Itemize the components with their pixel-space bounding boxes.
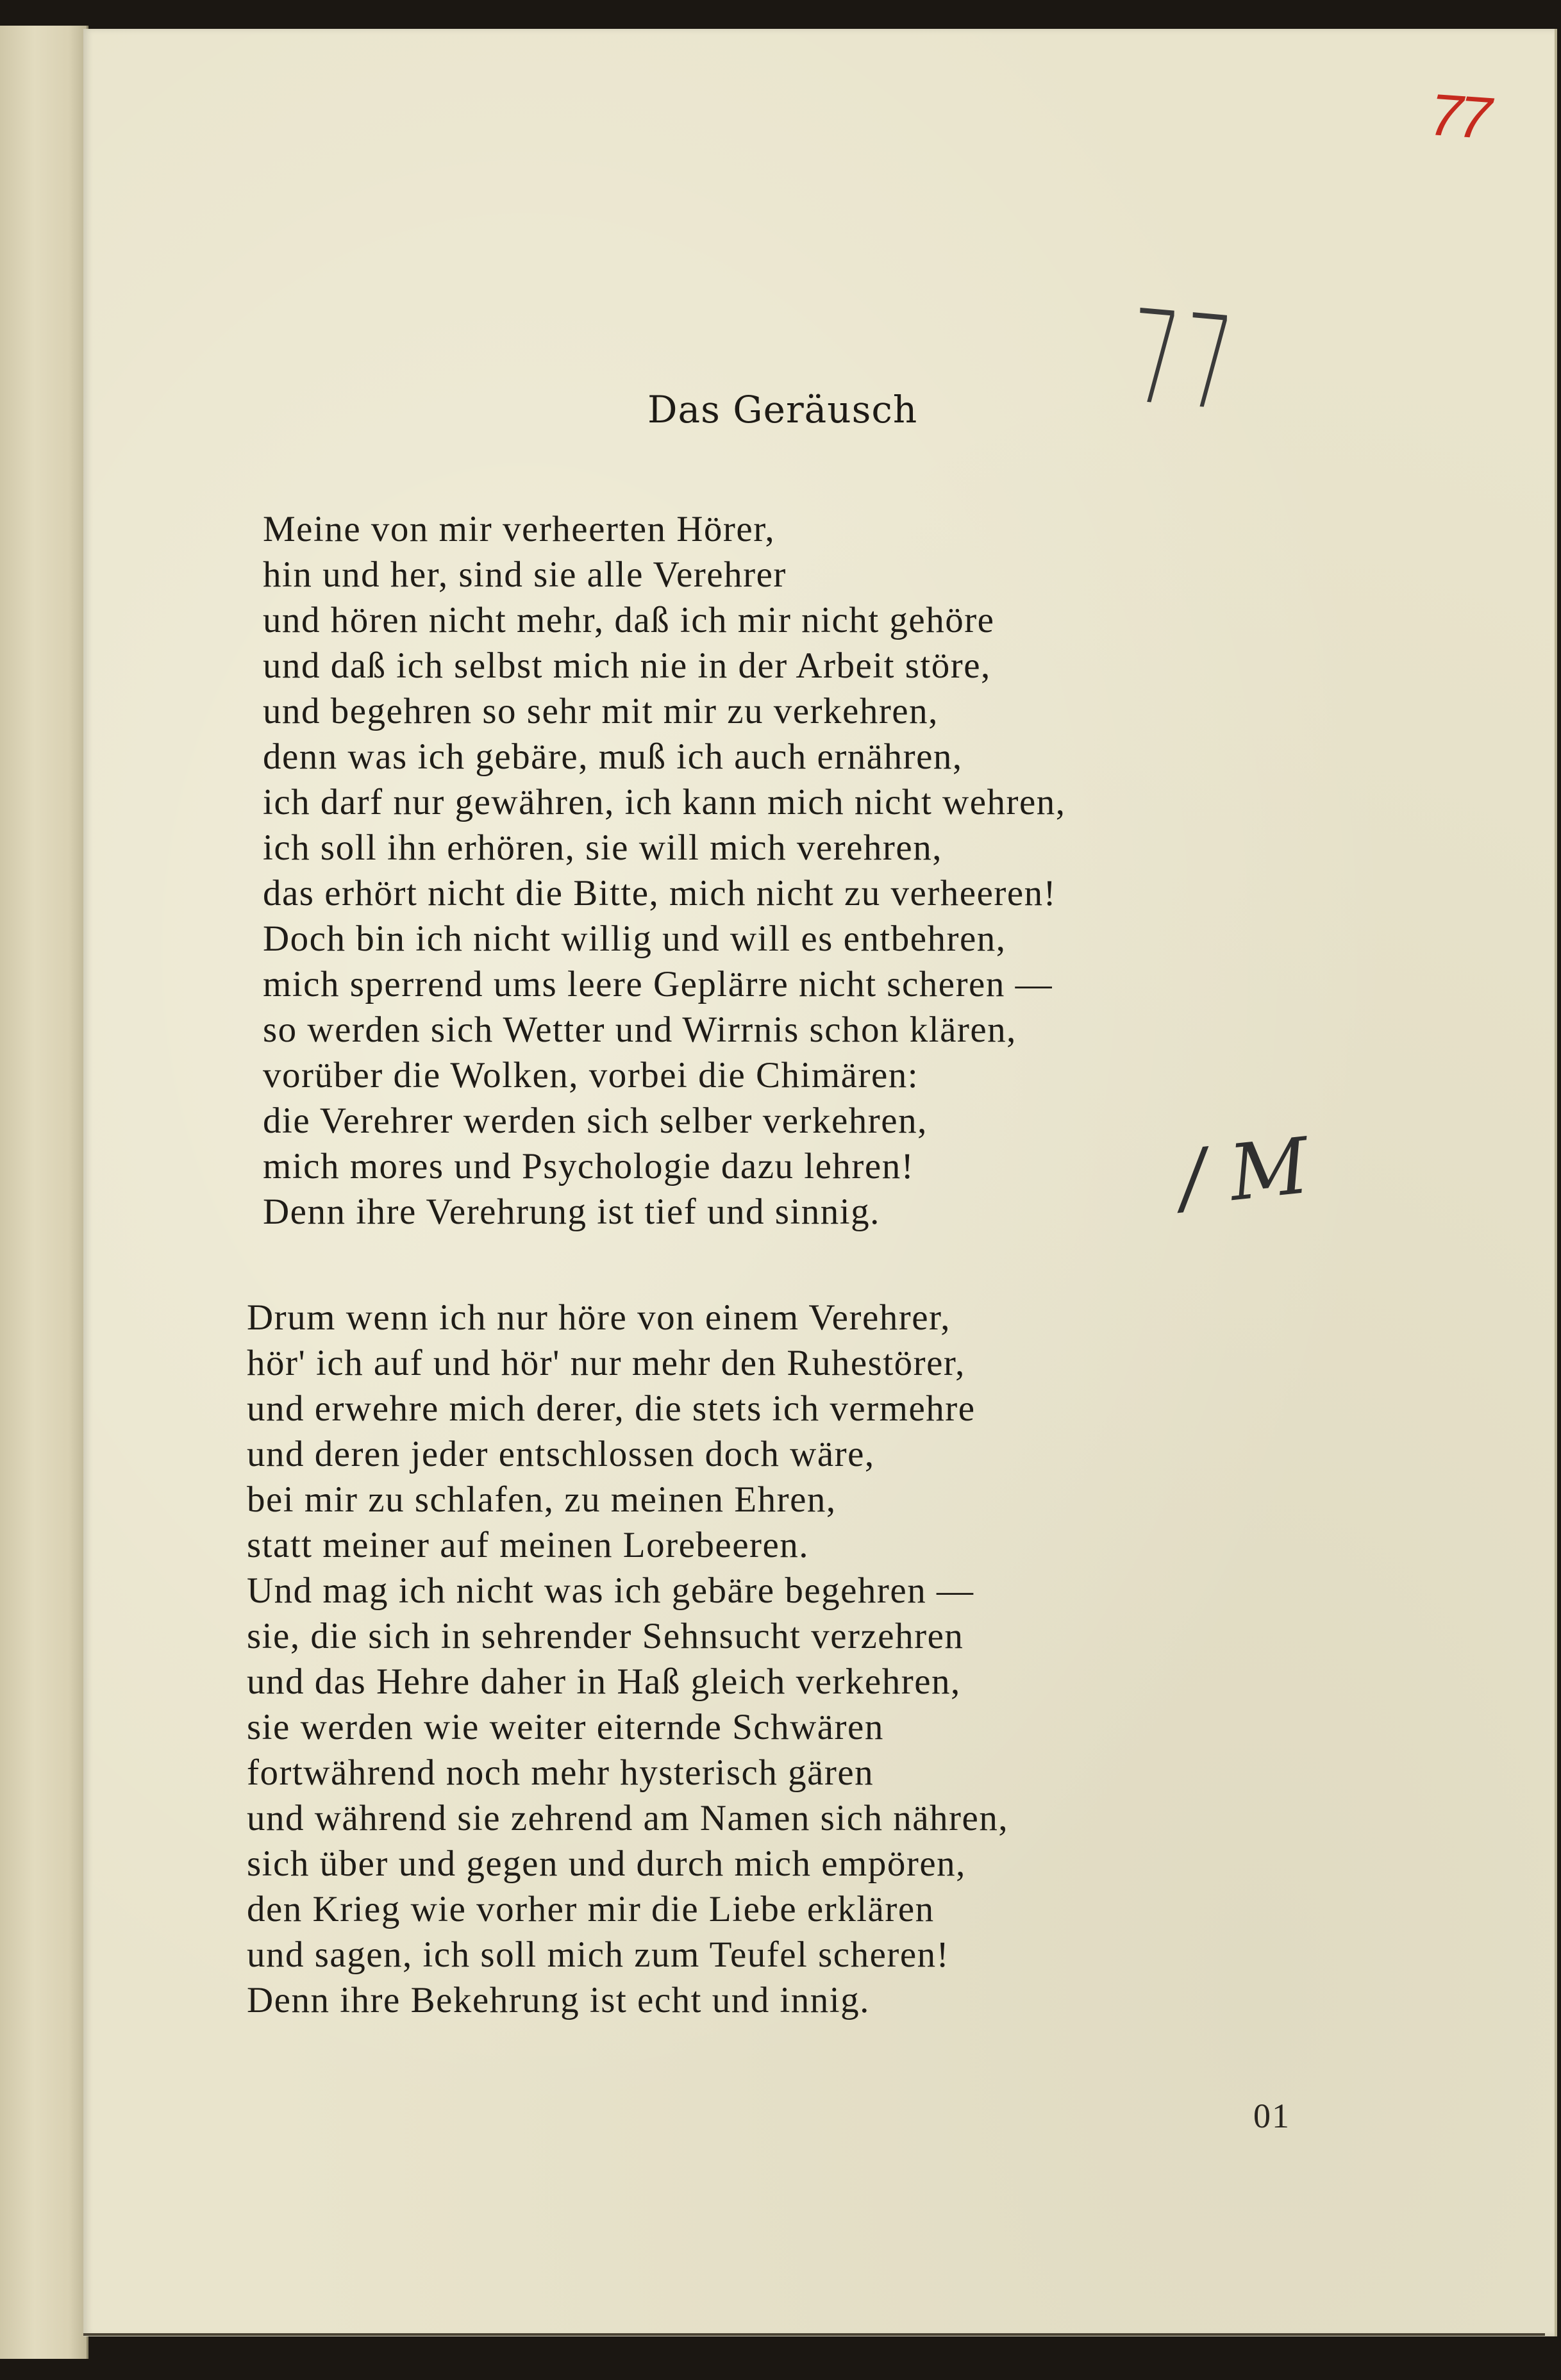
- stanza-1: [263, 506, 1066, 1235]
- poem-line: sie, die sich in sehrender Sehnsucht verzehren: [247, 1616, 964, 1656]
- poem-line: Denn ihre Verehrung ist tief und sinnig.: [263, 1192, 880, 1232]
- poem-line: vorüber die Wolken, vorbei die Chimären:: [263, 1055, 919, 1095]
- poem-line: statt meiner auf meinen Lorebeeren.: [247, 1525, 810, 1565]
- poem-line: das erhört nicht die Bitte, mich nicht zu verheeren!: [263, 873, 1057, 913]
- poem-line: und sagen, ich soll mich zum Teufel scheren!: [247, 1935, 950, 1975]
- archive-number-red: 77: [1427, 81, 1490, 152]
- poem-line: hin und her, sind sie alle Verehrer: [263, 554, 787, 595]
- poem-line: und hören nicht mehr, daß ich mir nicht gehöre: [263, 600, 995, 640]
- page-bottom-edge: [83, 2333, 1545, 2336]
- poem-line: fortwährend noch mehr hysterisch gären: [247, 1752, 874, 1793]
- poem-line: Denn ihre Bekehrung ist echt und innig.: [247, 1980, 870, 2020]
- poem-line: die Verehrer werden sich selber verkehren,: [263, 1101, 928, 1141]
- poem-line: und deren jeder entschlossen doch wäre,: [247, 1434, 875, 1474]
- poem-line: ich darf nur gewähren, ich kann mich nicht wehren,: [263, 782, 1066, 822]
- poem-line: sie werden wie weiter eiternde Schwären: [247, 1707, 884, 1747]
- stanza-2: [247, 1295, 1008, 2023]
- poem-line: so werden sich Wetter und Wirrnis schon klären,: [263, 1010, 1017, 1050]
- poem-line: denn was ich gebäre, muß ich auch ernähren,: [263, 736, 963, 777]
- poem-line: und während sie zehrend am Namen sich nähren,: [247, 1798, 1009, 1838]
- poem-line: den Krieg wie vorher mir die Liebe erklären: [247, 1889, 935, 1929]
- poem-title: Das Geräusch: [647, 388, 918, 431]
- poem-line: Und mag ich nicht was ich gebäre begehren —: [247, 1570, 974, 1611]
- binding-edge: [0, 26, 88, 2359]
- poem-line: sich über und gegen und durch mich empören,: [247, 1843, 966, 1884]
- poem-line: Doch bin ich nicht willig und will es entbehren,: [263, 919, 1006, 959]
- pencil-margin-mark: / M: [1175, 1121, 1314, 1224]
- poem-line: und erwehre mich derer, die stets ich vermehre: [247, 1388, 976, 1429]
- poem-line: Drum wenn ich nur höre von einem Verehrer,: [247, 1297, 951, 1338]
- poem-line: Meine von mir verheerten Hörer,: [263, 509, 776, 549]
- page-number: 01: [1253, 2097, 1290, 2135]
- poem-line: bei mir zu schlafen, zu meinen Ehren,: [247, 1479, 837, 1520]
- pencil-page-number: 77: [1130, 282, 1240, 441]
- poem-line: und das Hehre daher in Haß gleich verkehren,: [247, 1661, 961, 1702]
- poem-line: mich sperrend ums leere Geplärre nicht scheren —: [263, 964, 1053, 1004]
- poem-line: und begehren so sehr mit mir zu verkehren,: [263, 691, 939, 731]
- poem-line: mich mores und Psychologie dazu lehren!: [263, 1146, 915, 1186]
- poem-line: ich soll ihn erhören, sie will mich verehren,: [263, 828, 942, 868]
- poem-line: und daß ich selbst mich nie in der Arbeit störe,: [263, 645, 991, 686]
- poem-line: hör' ich auf und hör' nur mehr den Ruhestörer,: [247, 1343, 965, 1383]
